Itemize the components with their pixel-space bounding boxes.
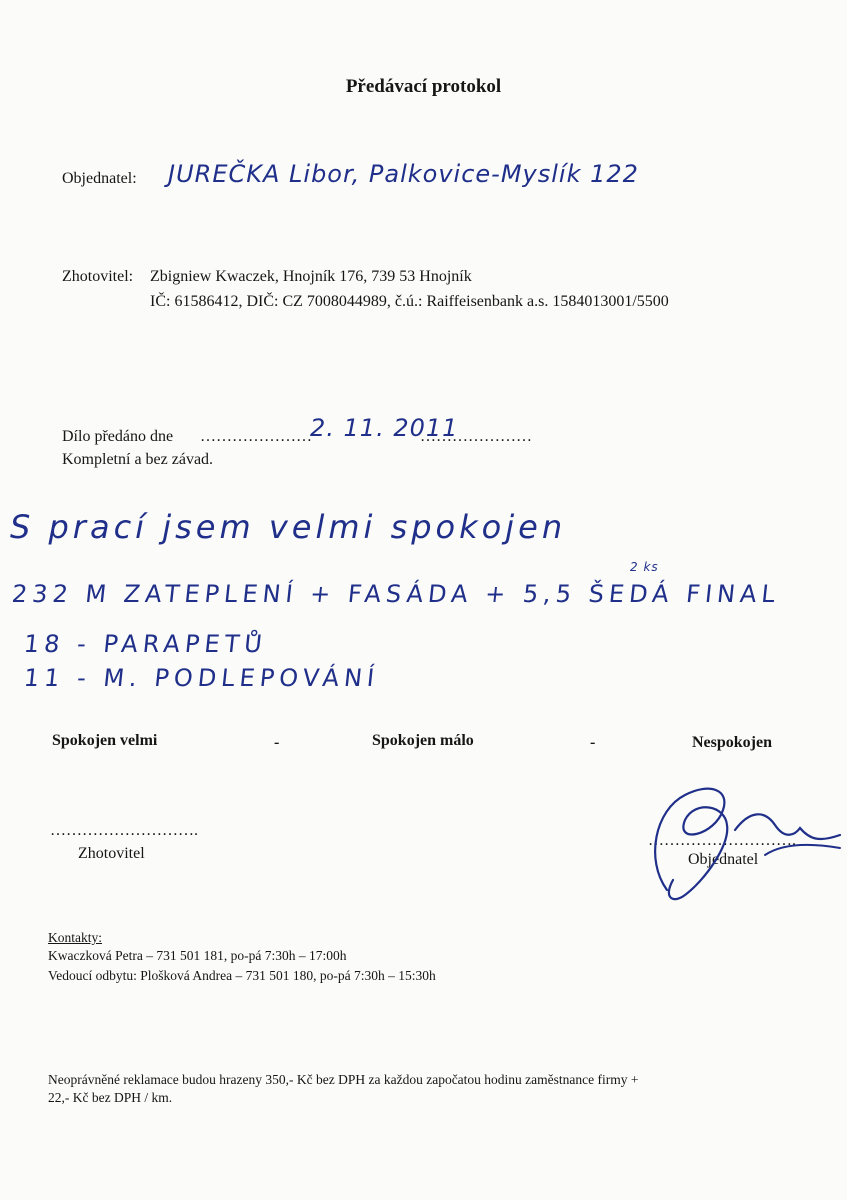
rating-separator-1: - [274, 734, 280, 751]
note-line-1: 232 M ZATEPLENÍ + FASÁDA + 5,5 ŠEDÁ FINAL [10, 580, 782, 608]
rating-little-satisfied: Spokojen málo [372, 732, 474, 749]
note-line-3: 11 - M. PODLEPOVÁNÍ [22, 664, 381, 692]
handover-label: Dílo předáno dne [62, 428, 174, 445]
contacts-heading: Kontakty: [48, 930, 102, 945]
customer-signature [615, 770, 845, 910]
zhotovitel-line1: Zbigniew Kwaczek, Hnojník 176, 739 53 Hnojník [150, 268, 472, 285]
signature-line-objednatel: ………………………. [648, 832, 796, 849]
contact-line-2: Vedoucí odbytu: Plošková Andrea – 731 501 180, po-pá 7:30h – 15:30h [48, 968, 436, 983]
rating-very-satisfied: Spokojen velmi [52, 732, 158, 749]
handover-dots-right: ………………… [420, 428, 532, 445]
note-line-2: 18 - PARAPETŮ [22, 630, 269, 658]
handover-date: 2. 11. 2011 [310, 414, 459, 442]
signature-label-objednatel: Objednatel [688, 851, 759, 868]
footer-line-1: Neoprávněné reklamace budou hrazeny 350,- Kč bez DPH za každou započatou hodinu zaměstnance firmy + [48, 1072, 639, 1087]
note-superscript: 2 ks [630, 560, 659, 574]
zhotovitel-label: Zhotovitel: [62, 268, 134, 285]
note-satisfaction: S prací jsem velmi spokojen [10, 508, 567, 546]
objednatel-handwritten: JUREČKA Libor, Palkovice-Myslík 122 [168, 160, 639, 188]
handover-complete: Kompletní a bez závad. [62, 451, 214, 468]
signature-label-zhotovitel: Zhotovitel [78, 845, 145, 862]
rating-separator-2: - [590, 734, 596, 751]
rating-not-satisfied: Nespokojen [692, 734, 773, 751]
zhotovitel-line2: IČ: 61586412, DIČ: CZ 7008044989, č.ú.: Raiffeisenbank a.s. 1584013001/5500 [150, 293, 669, 310]
contact-line-1: Kwaczková Petra – 731 501 181, po-pá 7:30h – 17:00h [48, 948, 347, 963]
footer-line-2: 22,- Kč bez DPH / km. [48, 1090, 173, 1105]
objednatel-label: Objednatel: [62, 170, 137, 187]
handover-dots-left: ………………… [200, 428, 312, 445]
document-title: Předávací protokol [345, 76, 502, 97]
signature-line-zhotovitel: ………………………. [50, 822, 198, 839]
